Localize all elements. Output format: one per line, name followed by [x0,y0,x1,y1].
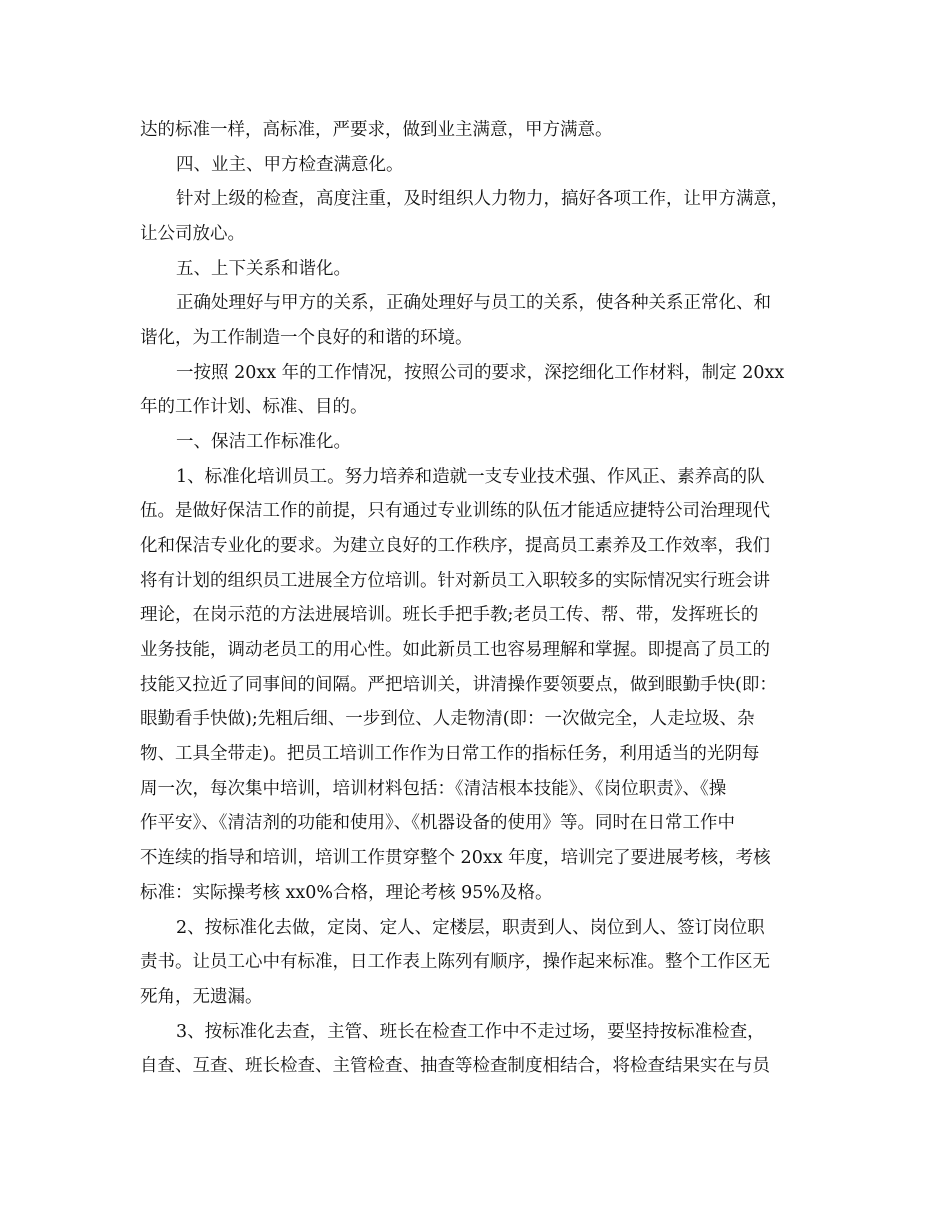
text-line: 标准：实际操考核 xx0%合格，理论考核 95%及格。 [140,883,553,903]
text-line: 眼勤看手快做);先粗后细、一步到位、人走物清(即：一次做完全，人走垃圾、杂 [140,709,755,729]
text-line: 3、按标准化去查，主管、班长在检查工作中不走过场，要坚持按标准检查， [176,1022,765,1042]
text-line: 不连续的指导和培训，培训工作贯穿整个 20xx 年度，培训完了要进展考核，考核 [140,848,771,868]
text-line: 将有计划的组织员工进展全方位培训。针对新员工入职较多的实际情况实行班会讲 [140,571,770,591]
section-heading: 四、业主、甲方检查满意化。 [176,155,404,175]
text-line: 达的标准一样，高标准，严要求，做到业主满意，甲方满意。 [140,120,613,140]
text-line: 理论，在岗示范的方法进展培训。班长手把手教;老员工传、帮、带，发挥班长的 [140,605,759,625]
text-line: 谐化，为工作制造一个良好的和谐的环境。 [140,328,473,348]
text-line: 一按照 20xx 年的工作情况，按照公司的要求，深挖细化工作材料，制定 20xx [176,363,785,383]
text-line: 年的工作计划、标准、目的。 [140,397,368,417]
text-line: 自查、互查、班长检查、主管检查、抽查等检查制度相结合，将检查结果实在与员 [140,1056,770,1076]
text-line: 针对上级的检查，高度注重，及时组织人力物力，搞好各项工作，让甲方满意， [176,189,789,209]
text-line: 物、工具全带走)。把员工培训工作作为日常工作的指标任务，利用适当的光阴每 [140,744,760,764]
text-line: 伍。是做好保洁工作的前提，只有通过专业训练的队伍才能适应捷特公司治理现代 [140,501,770,521]
section-heading: 一、保洁工作标准化。 [176,432,351,452]
text-line: 正确处理好与甲方的关系，正确处理好与员工的关系，使各种关系正常化、和 [176,293,771,313]
text-line: 1、标准化培训员工。努力培养和造就一支专业技术强、作风正、素养高的队 [176,467,765,487]
text-line: 技能又拉近了同事间的间隔。严把培训关，讲清操作要领要点，做到眼勤手快(即： [140,675,777,695]
text-line: 作平安》、《清洁剂的功能和使用》、《机器设备的使用》等。同时在日常工作中 [140,813,735,833]
text-line: 2、按标准化去做，定岗、定人、定楼层，职责到人、岗位到人、签订岗位职 [176,918,765,938]
text-line: 化和保洁专业化的要求。为建立良好的工作秩序，提高员工素养及工作效率，我们 [140,536,770,556]
text-line: 业务技能，调动老员工的用心性。如此新员工也容易理解和掌握。即提高了员工的 [140,640,770,660]
section-heading: 五、上下关系和谐化。 [176,259,351,279]
text-line: 死角，无遗漏。 [140,987,263,1007]
text-line: 责书。让员工心中有标准，日工作表上陈列有顺序，操作起来标准。整个工作区无 [140,952,770,972]
text-line: 让公司放心。 [140,224,245,244]
text-line: 周一次，每次集中培训，培训材料包括：《清洁根本技能》、《岗位职责》、《操 [140,779,727,799]
